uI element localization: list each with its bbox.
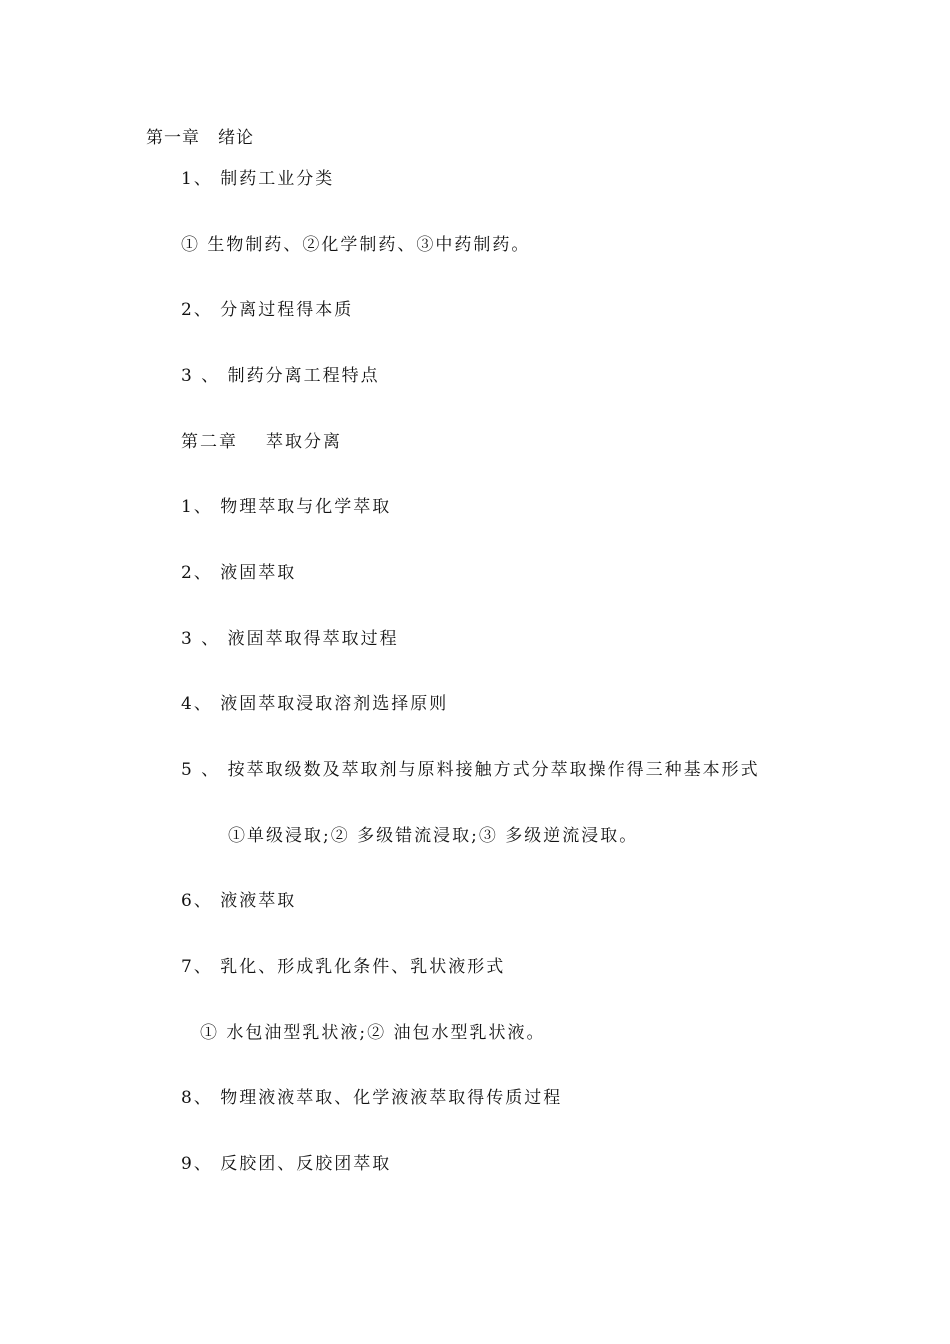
ch1-item-1: 1、 制药工业分类 xyxy=(181,169,335,189)
chapter-2-title: 萃取分离 xyxy=(266,432,342,452)
chapter-2-heading xyxy=(181,431,342,453)
chapter-1-heading xyxy=(146,127,254,149)
ch2-item-7-detail: ① 水包油型乳状液;② 油包水型乳状液。 xyxy=(200,1023,546,1043)
ch2-item-1: 1、 物理萃取与化学萃取 xyxy=(181,497,392,517)
ch2-item-2: 2、 液固萃取 xyxy=(181,563,297,583)
chapter-1-title: 绪论 xyxy=(218,128,254,148)
ch1-item-1-detail: ① 生物制药、②化学制药、③中药制药。 xyxy=(181,235,531,255)
ch2-item-5: 5 、 按萃取级数及萃取剂与原料接触方式分萃取操作得三种基本形式 xyxy=(181,760,760,780)
ch1-item-2: 2、 分离过程得本质 xyxy=(181,300,354,320)
chapter-1-label: 第一章 xyxy=(146,128,200,148)
ch2-item-5-detail: ①单级浸取;② 多级错流浸取;③ 多级逆流浸取。 xyxy=(228,826,639,846)
chapter-2-label: 第二章 xyxy=(181,432,238,452)
ch2-item-3: 3 、 液固萃取得萃取过程 xyxy=(181,629,399,649)
ch2-item-8: 8、 物理液液萃取、化学液液萃取得传质过程 xyxy=(181,1088,563,1108)
ch2-item-7: 7、 乳化、形成乳化条件、乳状液形式 xyxy=(181,957,506,977)
ch1-item-3: 3 、 制药分离工程特点 xyxy=(181,366,380,386)
ch2-item-4: 4、 液固萃取浸取溶剂选择原则 xyxy=(181,694,449,714)
ch2-item-9: 9、 反胶团、反胶团萃取 xyxy=(181,1154,392,1174)
ch2-item-6: 6、 液液萃取 xyxy=(181,891,297,911)
